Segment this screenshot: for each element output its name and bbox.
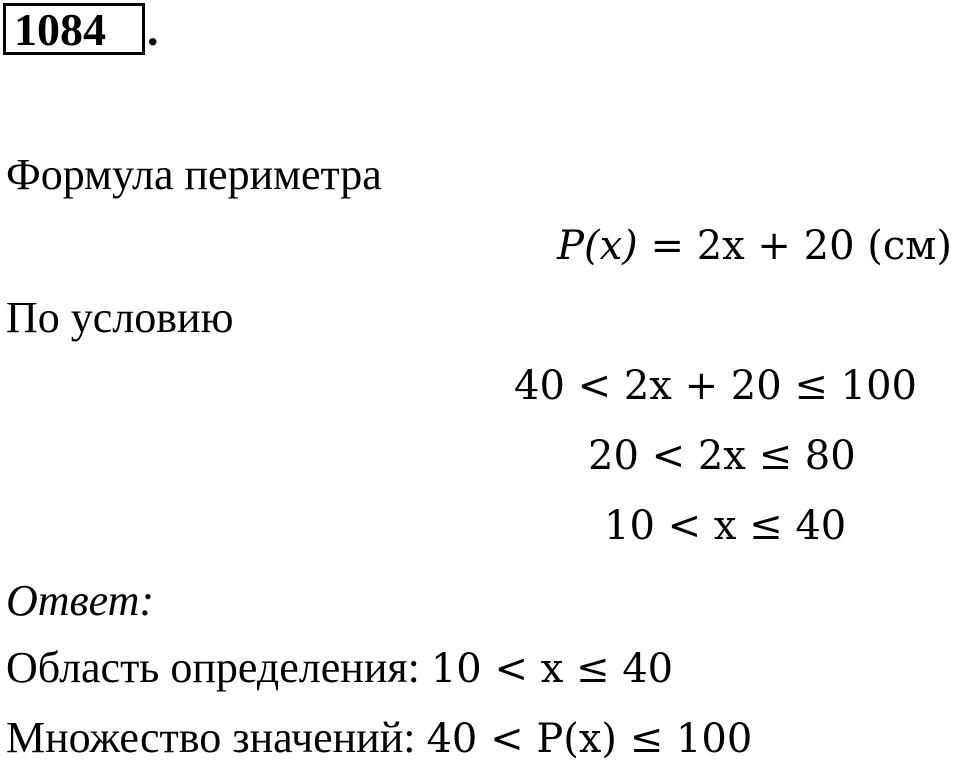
perimeter-formula <box>557 216 952 276</box>
range-line <box>6 708 752 769</box>
perimeter-formula-lhs: P(x) <box>557 223 638 269</box>
inequality-2: 20 < 2x ≤ 80 <box>588 433 856 479</box>
inequality-1: 40 < 2x + 20 ≤ 100 <box>514 363 917 409</box>
answer-label: Ответ: <box>6 576 155 625</box>
domain-line <box>6 638 673 699</box>
inequality-3: 10 < x ≤ 40 <box>604 503 847 549</box>
perimeter-label: Формула периметра <box>6 150 382 199</box>
domain-value: 10 < x ≤ 40 <box>430 646 674 692</box>
range-value: 40 < P(x) ≤ 100 <box>426 716 753 762</box>
problem-number-dot: . <box>147 4 159 55</box>
range-label: Множество значений: <box>6 713 416 762</box>
problem-number: 1084 <box>14 4 106 55</box>
perimeter-formula-rhs: = 2x + 20 (см) <box>650 223 952 269</box>
condition-label: По условию <box>6 293 234 342</box>
domain-label: Область определения: <box>6 643 420 692</box>
